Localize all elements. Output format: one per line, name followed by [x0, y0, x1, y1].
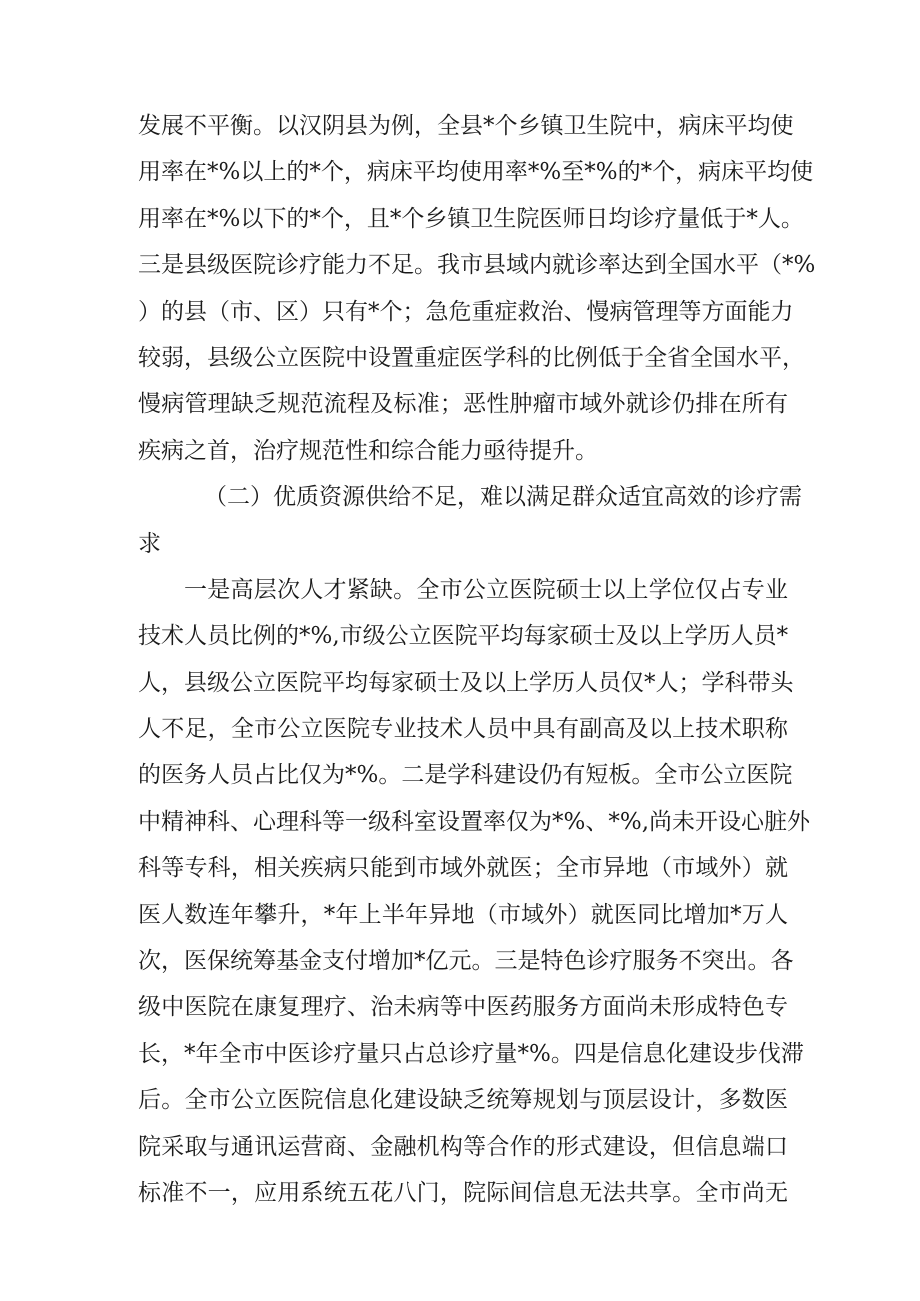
text-line: 级中医院在康复理疗、治未病等中医药服务方面尚未形成特色专 — [138, 994, 788, 1021]
text-line: 人不足，全市公立医院专业技术人员中具有副高及以上技术职称 — [138, 716, 788, 743]
section-heading — [138, 474, 802, 567]
text-line: 较弱，县级公立医院中设置重症医学科的比例低于全省全国水平， — [138, 344, 805, 371]
paragraph-2 — [138, 567, 811, 1216]
text-line: 后。全市公立医院信息化建设缺乏统筹规划与顶层设计，多数医 — [138, 1087, 788, 1114]
heading-line: （二）优质资源供给不足，难以满足群众适宜高效的诊疗需 — [204, 484, 802, 511]
text-line: 慢病管理缺乏规范流程及标准；恶性肿瘤市域外就诊仍排在所有 — [138, 391, 788, 418]
text-line: 疾病之首，治疗规范性和综合能力亟待提升。 — [138, 437, 598, 464]
text-line: 次，医保统筹基金支付增加*亿元。三是特色诊疗服务不突出。各 — [138, 948, 794, 975]
text-line: 发展不平衡。以汉阴县为例，全县*个乡镇卫生院中，病床平均使 — [138, 113, 794, 139]
text-line: 技术人员比例的*%,市级公立医院平均每家硕士及以上学历人员* — [138, 623, 789, 650]
text-line: 医人数连年攀升，*年上半年异地（市域外）就医同比增加*万人 — [138, 901, 788, 928]
text-line: 用率在*%以下的*个，且*个乡镇卫生院医师日均诊疗量低于*人。 — [138, 205, 804, 232]
text-line: 长，*年全市中医诊疗量只占总诊疗量*%。四是信息化建设步伐滞 — [138, 1040, 804, 1067]
text-line: 的医务人员占比仅为*%。二是学科建设仍有短板。全市公立医院 — [138, 762, 793, 789]
text-line: 人，县级公立医院平均每家硕士及以上学历人员仅*人；学科带头 — [138, 669, 794, 696]
paragraph-1 — [138, 103, 816, 474]
text-line: 三是县级医院诊疗能力不足。我市县域内就诊率达到全国水平（*% — [138, 252, 816, 279]
heading-line: 求 — [138, 530, 161, 557]
text-line: 一是高层次人才紧缺。全市公立医院硕士以上学位仅占专业 — [184, 576, 788, 603]
text-line: 科等专科，相关疾病只能到市域外就医；全市异地（市域外）就 — [138, 855, 788, 882]
text-line: ）的县（市、区）只有*个；急危重症救治、慢病管理等方面能力 — [138, 298, 794, 325]
text-line: 用率在*%以上的*个，病床平均使用率*%至*%的*个，病床平均使 — [138, 159, 814, 186]
text-line: 院采取与通讯运营商、金融机构等合作的形式建设，但信息端口 — [138, 1133, 788, 1160]
text-line: 标准不一，应用系统五花八门，院际间信息无法共享。全市尚无 — [138, 1179, 788, 1206]
text-line: 中精神科、心理科等一级科室设置率仅为*%、*%,尚未开设心脏外 — [138, 808, 811, 835]
document-page — [138, 103, 816, 1216]
